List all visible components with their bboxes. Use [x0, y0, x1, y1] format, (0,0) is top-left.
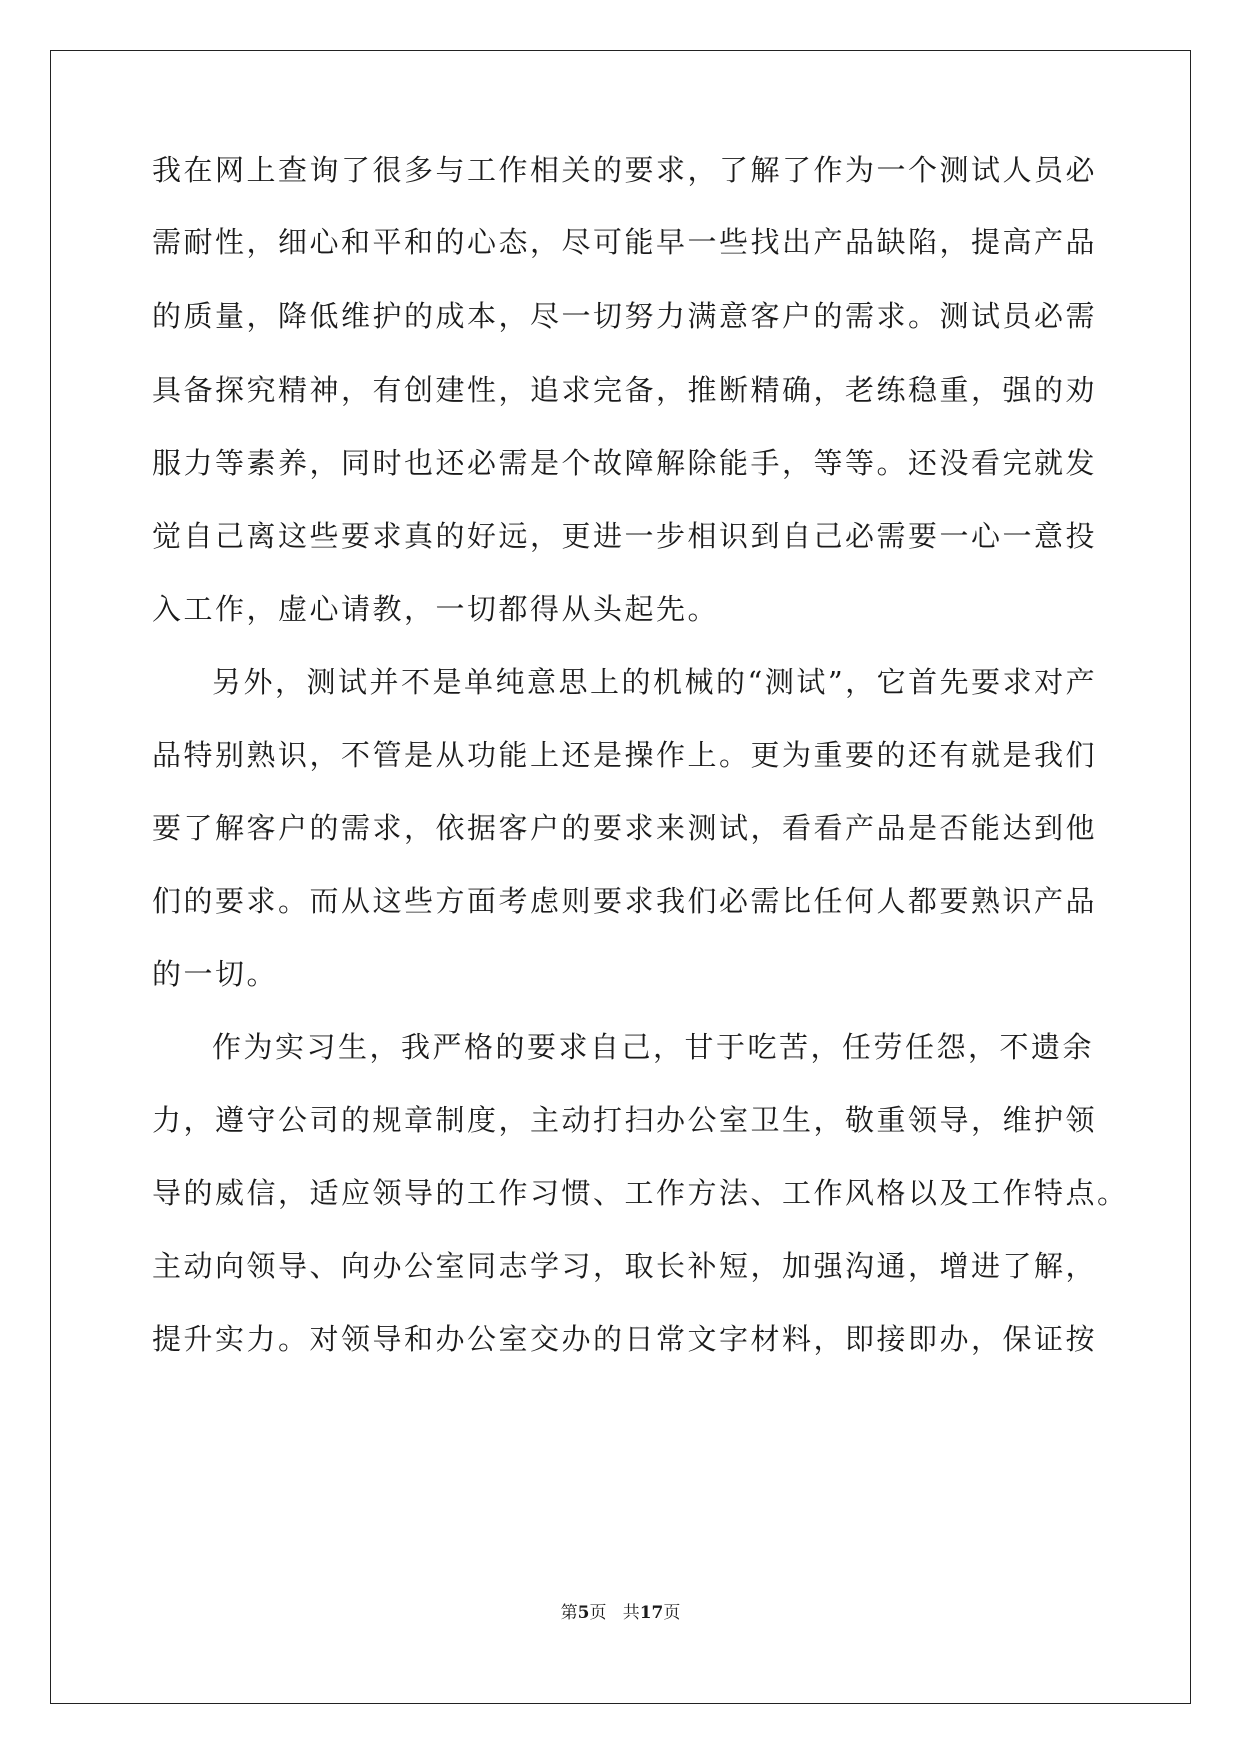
text-line-13: 作为实习生，我严格的要求自己，甘于吃苦，任劳任怨，不遗余	[212, 1030, 1095, 1064]
text-line-14: 力，遵守公司的规章制度，主动打扫办公室卫生，敬重领导，维护领	[152, 1103, 1098, 1137]
total-prefix: 共	[622, 1603, 640, 1623]
text-line-17: 提升实力。对领导和办公室交办的日常文字材料，即接即办，保证按	[152, 1322, 1098, 1356]
total-pages: 17	[639, 1603, 664, 1623]
text-line-2: 需耐性，细心和平和的心态，尽可能早一些找出产品缺陷，提高产品	[152, 225, 1098, 259]
text-line-8: 另外，测试并不是单纯意思上的机械的“测试”，它首先要求对产	[212, 665, 1098, 699]
text-line-3: 的质量，降低维护的成本，尽一切努力满意客户的需求。测试员必需	[152, 299, 1098, 333]
page-suffix: 页	[589, 1603, 607, 1623]
text-line-12: 的一切。	[152, 957, 279, 991]
page-prefix: 第	[560, 1603, 578, 1623]
text-line-9: 品特别熟识，不管是从功能上还是操作上。更为重要的还有就是我们	[152, 738, 1098, 772]
text-line-10: 要了解客户的需求，依据客户的要求来测试，看看产品是否能达到他	[152, 811, 1098, 845]
text-line-11: 们的要求。而从这些方面考虑则要求我们必需比任何人都要熟识产品	[152, 884, 1098, 918]
text-line-1: 我在网上查询了很多与工作相关的要求，了解了作为一个测试人员必	[152, 153, 1098, 187]
text-line-15: 导的威信，适应领导的工作习惯、工作方法、工作风格以及工作特点。	[152, 1176, 1129, 1210]
text-line-6: 觉自己离这些要求真的好远，更进一步相识到自己必需要一心一意投	[152, 519, 1098, 553]
page-number: 5	[577, 1603, 590, 1623]
total-suffix: 页	[663, 1603, 681, 1623]
text-line-4: 具备探究精神，有创建性，追求完备，推断精确，老练稳重，强的劝	[152, 373, 1098, 407]
text-line-5: 服力等素养，同时也还必需是个故障解除能手，等等。还没看完就发	[152, 446, 1098, 480]
page-footer	[0, 1601, 1241, 1625]
text-line-7: 入工作，虚心请教，一切都得从头起先。	[152, 592, 720, 626]
text-line-16: 主动向领导、向办公室同志学习，取长补短，加强沟通，增进了解，	[152, 1249, 1098, 1283]
